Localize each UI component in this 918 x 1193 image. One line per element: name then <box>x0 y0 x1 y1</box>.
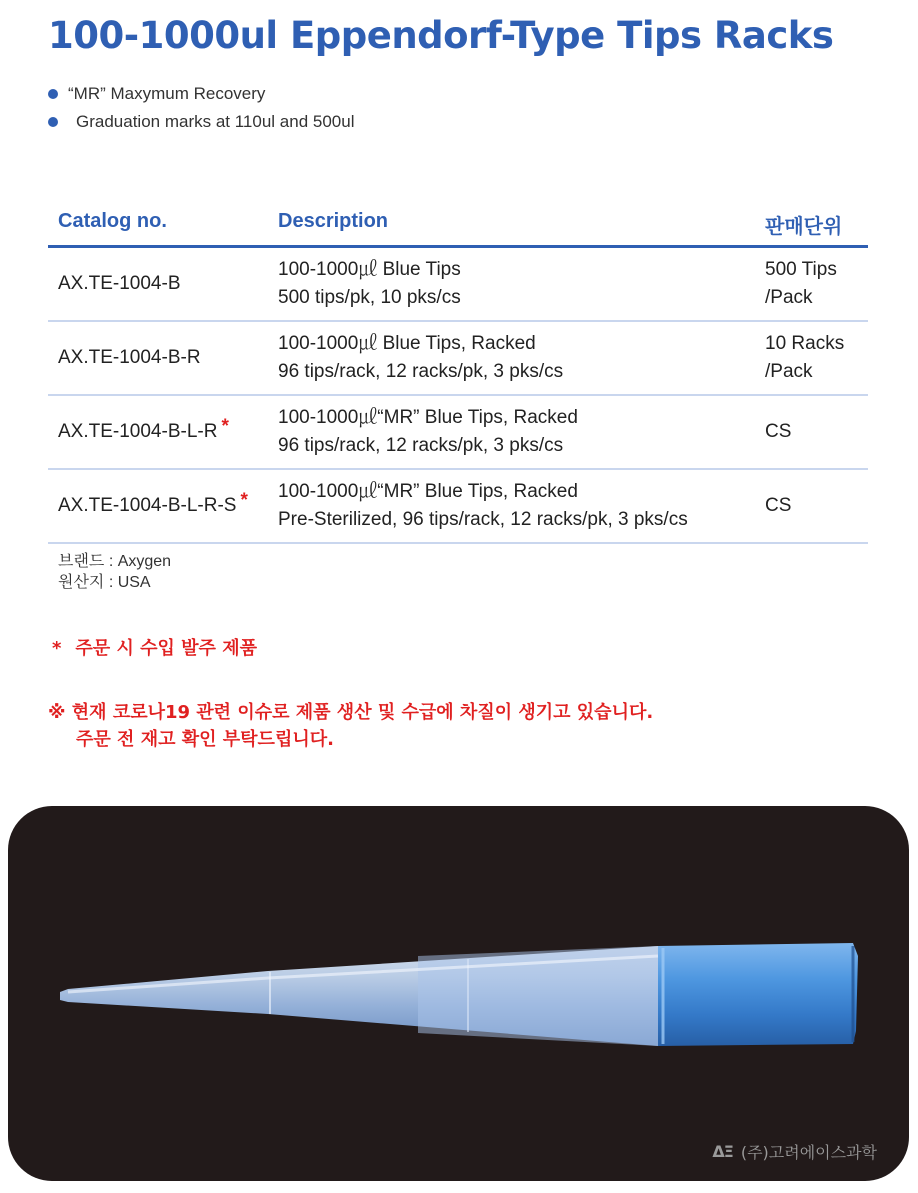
product-table <box>48 200 868 544</box>
table-row <box>48 470 868 544</box>
table-row <box>48 396 868 470</box>
catalog-number: AX.TE-1004-B <box>58 273 181 294</box>
import-order-text: 주문 시 수입 발주 제품 <box>75 638 257 659</box>
pipette-tip-image <box>8 806 909 1181</box>
unit-cell <box>765 322 844 394</box>
unit-line: 10 Racks <box>765 333 845 354</box>
catalog-number: AX.TE-1004-B-L-R <box>58 421 218 442</box>
catalog-number: AX.TE-1004-B-L-R-S <box>58 495 237 516</box>
table-row <box>48 322 868 396</box>
header-catalog: Catalog no. <box>58 210 167 232</box>
asterisk-icon: * <box>52 638 62 659</box>
supply-notice-line: 주문 전 재고 확인 부탁드립니다. <box>76 729 334 750</box>
company-logo-icon: ΔΞ <box>712 1142 733 1161</box>
unit-cell <box>765 248 837 320</box>
unit-line: /Pack <box>765 361 813 382</box>
brand-text: 브랜드 : Axygen <box>58 553 172 570</box>
unit-cell <box>765 470 791 542</box>
description-line: 500 tips/pk, 10 pks/cs <box>278 287 461 308</box>
header-description: Description <box>278 210 389 232</box>
product-photo <box>8 806 909 1181</box>
catalog-cell <box>58 470 248 542</box>
feature-item <box>48 80 354 108</box>
company-brand <box>712 1140 877 1163</box>
description-line: 96 tips/rack, 12 racks/pk, 3 pks/cs <box>278 435 564 456</box>
unit-cell <box>765 396 791 468</box>
unit-line: CS <box>765 495 792 516</box>
description-line: 100-1000㎕“MR” Blue Tips, Racked <box>278 407 578 428</box>
catalog-cell <box>58 248 181 320</box>
description-line: 96 tips/rack, 12 racks/pk, 3 pks/cs <box>278 361 564 382</box>
catalog-cell <box>58 396 229 468</box>
feature-text: Graduation marks at 110ul and 500ul <box>76 112 355 131</box>
description-cell <box>278 396 578 468</box>
table-row <box>48 248 868 322</box>
supply-notice-line: ※ 현재 코로나19 관련 이슈로 제품 생산 및 수급에 차질이 생기고 있습니다. <box>48 702 654 723</box>
feature-text: “MR” Maxymum Recovery <box>68 84 266 103</box>
unit-line: CS <box>765 421 792 442</box>
description-cell <box>278 248 461 320</box>
feature-item <box>48 108 354 136</box>
company-name: (주)고려에이스과학 <box>740 1143 877 1162</box>
feature-list <box>48 80 354 136</box>
import-order-star: * <box>221 416 229 437</box>
description-line: 100-1000㎕“MR” Blue Tips, Racked <box>278 481 578 502</box>
header-unit: 판매단위 <box>765 216 843 238</box>
bullet-dot-icon <box>48 117 58 127</box>
unit-line: 500 Tips <box>765 259 837 280</box>
unit-line: /Pack <box>765 287 813 308</box>
bullet-dot-icon <box>48 89 58 99</box>
description-line: 100-1000㎕ Blue Tips <box>278 259 461 280</box>
description-cell <box>278 322 563 394</box>
description-line: 100-1000㎕ Blue Tips, Racked <box>278 333 536 354</box>
catalog-cell <box>58 322 201 394</box>
origin-info <box>58 551 171 593</box>
page-title: 100-1000ul Eppendorf-Type Tips Racks <box>48 14 834 57</box>
catalog-number: AX.TE-1004-B-R <box>58 347 201 368</box>
description-cell <box>278 470 688 542</box>
import-order-notice <box>52 634 257 660</box>
description-line: Pre-Sterilized, 96 tips/rack, 12 racks/pk, 3 pks/cs <box>278 509 688 530</box>
supply-notice <box>48 699 653 753</box>
table-header <box>48 200 868 248</box>
country-text: 원산지 : USA <box>58 574 151 591</box>
import-order-star: * <box>240 490 248 511</box>
